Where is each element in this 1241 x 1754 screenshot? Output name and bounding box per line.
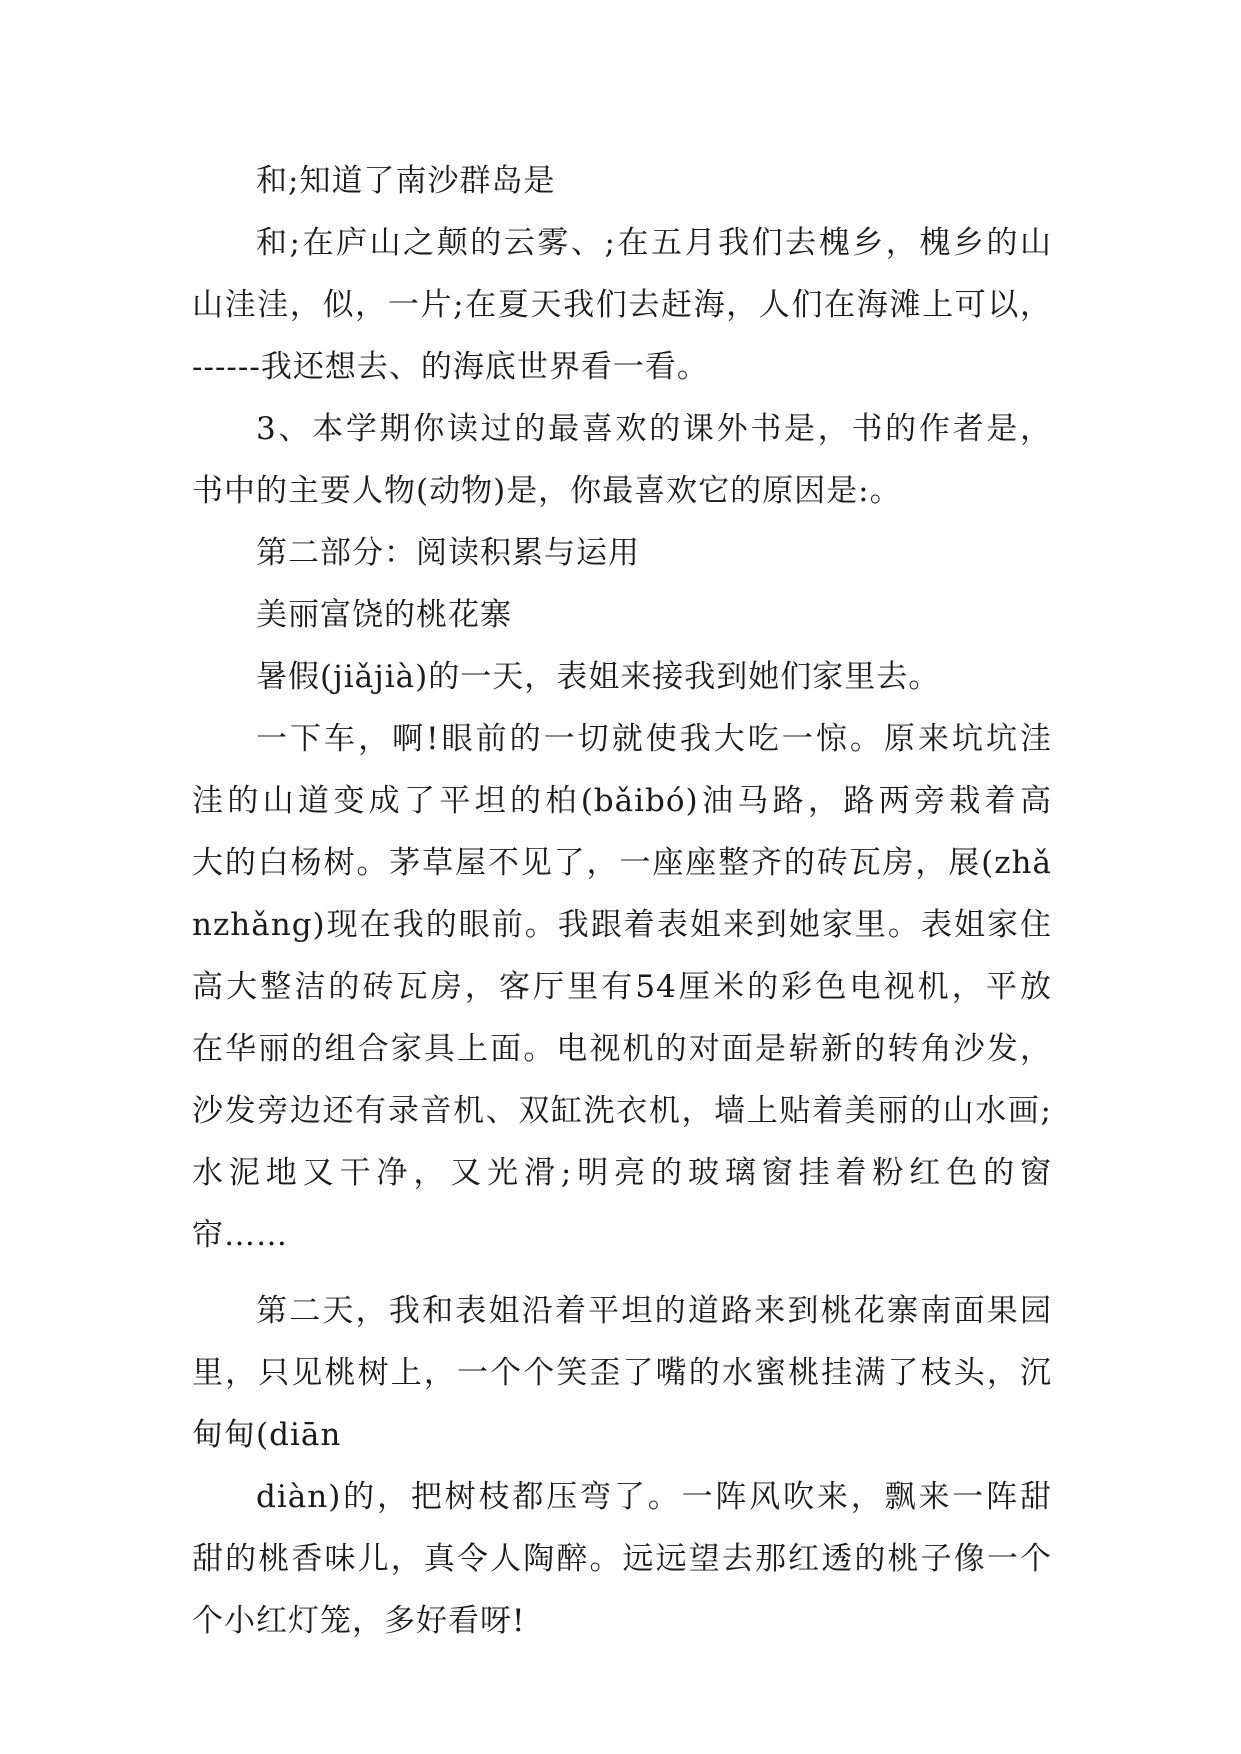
text-line: 沙发旁边还有录音机、双缸洗衣机，墙上贴着美丽的山水画; <box>192 1093 1052 1129</box>
text-line: 甜的桃香味儿，真令人陶醉。远远望去那红透的桃子像一个 <box>192 1541 1052 1577</box>
text-line: 第二天，我和表姐沿着平坦的道路来到桃花寨南面果园 <box>256 1293 1052 1329</box>
text-line: 和;知道了南沙群岛是 <box>256 163 556 199</box>
section-heading: 第二部分：阅读积累与运用 <box>256 535 640 571</box>
text-line: diàn)的，把树枝都压弯了。一阵风吹来，飘来一阵甜 <box>256 1479 1052 1515</box>
text-line: 书中的主要人物(动物)是，你最喜欢它的原因是:。 <box>192 473 902 509</box>
text-line: 甸甸(diān <box>192 1417 342 1453</box>
text-line: 山洼洼，似，一片;在夏天我们去赶海，人们在海滩上可以， <box>192 287 1052 323</box>
text-line: ------我还想去、的海底世界看一看。 <box>192 349 709 385</box>
text-line: 洼的山道变成了平坦的柏(bǎibó)油马路，路两旁栽着高 <box>192 783 1052 819</box>
article-title: 美丽富饶的桃花寨 <box>256 597 512 633</box>
text-line: 水泥地又干净，又光滑;明亮的玻璃窗挂着粉红色的窗 <box>192 1155 1052 1191</box>
text-line: nzhǎng)现在我的眼前。我跟着表姐来到她家里。表姐家住 <box>192 907 1052 943</box>
text-line: 在华丽的组合家具上面。电视机的对面是崭新的转角沙发， <box>192 1031 1052 1067</box>
text-line: 3、本学期你读过的最喜欢的课外书是，书的作者是， <box>256 411 1052 447</box>
text-line: 一下车，啊!眼前的一切就使我大吃一惊。原来坑坑洼 <box>256 721 1052 757</box>
text-line: 帘…… <box>192 1217 288 1253</box>
document-body <box>192 150 1052 1652</box>
text-line: 高大整洁的砖瓦房，客厅里有54厘米的彩色电视机，平放 <box>192 969 1052 1005</box>
text-line: 和;在庐山之颠的云雾、;在五月我们去槐乡，槐乡的山 <box>256 225 1052 261</box>
text-line: 暑假(jiǎjià)的一天，表姐来接我到她们家里去。 <box>256 659 941 695</box>
text-line: 大的白杨树。茅草屋不见了，一座座整齐的砖瓦房，展(zhǎ <box>192 845 1052 881</box>
text-line: 个小红灯笼，多好看呀! <box>192 1603 526 1639</box>
text-line: 里，只见桃树上，一个个笑歪了嘴的水蜜桃挂满了枝头，沉 <box>192 1355 1052 1391</box>
